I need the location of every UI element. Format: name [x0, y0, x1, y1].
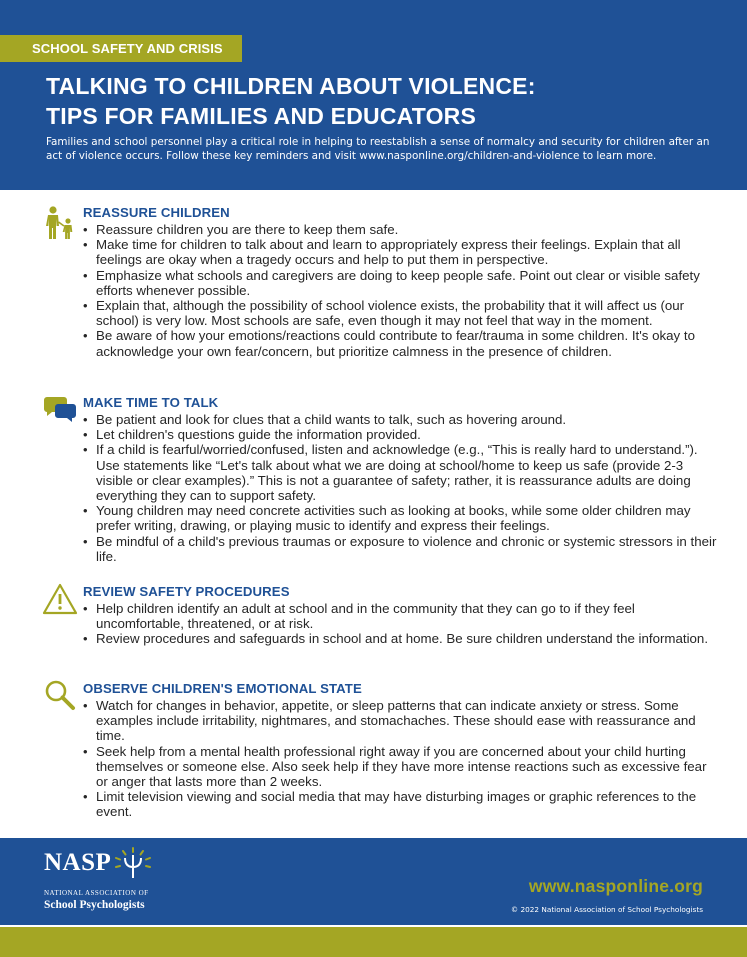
list-item: • Limit television viewing and social media that may have disturbing images or graphic references to the event.	[81, 789, 721, 819]
list-item: • Watch for changes in behavior, appetite, or sleep patterns that can indicate anxiety or stress. Some examples include irritability, nightmares, and stomachaches. These should ease with reassurance and time.	[81, 698, 721, 744]
bullet-list	[81, 698, 721, 820]
list-item: • Be aware of how your emotions/reactions could contribute to fear/trauma in some children. It's okay to acknowledge your own fear/concern, but prioritize calmness in the presence of children.	[81, 328, 721, 358]
nasp-logo-wordmark: NASP	[44, 849, 112, 876]
website-link[interactable]: www.nasponline.org	[528, 876, 703, 896]
footer-accent-band	[0, 927, 747, 957]
psi-sunburst-logo-icon	[113, 846, 153, 884]
speech-bubbles-icon	[42, 392, 78, 428]
bullet-list	[81, 412, 721, 564]
list-item: • Young children may need concrete activities such as looking at books, while some older children may prefer writing, drawing, or playing music to identify and express their feelings.	[81, 503, 721, 533]
list-item: • Review procedures and safeguards in school and at home. Be sure children understand the information.	[81, 631, 721, 646]
list-item: • Be mindful of a child's previous traumas or exposure to violence and chronic or systemic stressors in their life.	[81, 534, 721, 564]
list-item: • Let children's questions guide the information provided.	[81, 427, 721, 442]
section-heading: OBSERVE CHILDREN'S EMOTIONAL STATE	[83, 681, 362, 696]
list-item: • Make time for children to talk about and learn to appropriately express their feelings. Explain that all feelings are okay when a tragedy occurs and help to put them in perspective.	[81, 237, 721, 267]
list-item: • Seek help from a mental health professional right away if you are concerned about your child hurting themselves or someone else. Also seek help if they have more intense reactions such as excessive fear or anger that lasts more than 2 weeks.	[81, 744, 721, 790]
logo-subtitle-line-1: NATIONAL ASSOCIATION OF	[44, 889, 149, 897]
parent-child-icon	[42, 205, 78, 241]
section-heading: MAKE TIME TO TALK	[83, 395, 219, 410]
bullet-list	[81, 222, 721, 359]
page-title-line-1: TALKING TO CHILDREN ABOUT VIOLENCE:	[46, 73, 536, 99]
magnifying-glass-icon	[42, 678, 78, 714]
copyright-notice: © 2022 National Association of School Psychologists	[510, 905, 703, 914]
list-item: • Be patient and look for clues that a child wants to talk, such as hovering around.	[81, 412, 721, 427]
section-heading: REASSURE CHILDREN	[83, 205, 230, 220]
page-title-line-2: TIPS FOR FAMILIES AND EDUCATORS	[46, 103, 477, 129]
list-item: • Emphasize what schools and caregivers are doing to keep people safe. Point out clear or visible safety efforts whenever possible.	[81, 268, 721, 298]
list-item: • Reassure children you are there to keep them safe.	[81, 222, 721, 237]
section-heading: REVIEW SAFETY PROCEDURES	[83, 584, 290, 599]
logo-subtitle-line-2: School Psychologists	[44, 899, 145, 911]
warning-triangle-icon	[42, 582, 78, 618]
list-item: • Help children identify an adult at school and in the community that they can go to if they feel uncomfortable, threatened, or at risk.	[81, 601, 721, 631]
page-title	[46, 71, 726, 131]
intro-paragraph: Families and school personnel play a critical role in helping to reestablish a sense of normalcy and security for children after an act of violence occurs. Follow these key reminders and visit www.nasponline.org/children-and-violence to learn more.	[46, 136, 710, 162]
list-item: • Explain that, although the possibility of school violence exists, the probability that it will affect us (our school) is very low. Most schools are safe, even though it may not feel that way in the moment.	[81, 298, 721, 328]
bullet-list	[81, 601, 721, 647]
list-item: • If a child is fearful/worried/confused, listen and acknowledge (e.g., “This is really hard to understand.”). Use statements like “Let's talk about what we are doing at school/home to keep us safe (provide 2-3 visible or clear examples).” This is not a guarantee of safety; rather, it is reassurance adults are doing everything they can to support safety.	[81, 442, 721, 503]
category-tag: SCHOOL SAFETY AND CRISIS	[0, 35, 242, 62]
